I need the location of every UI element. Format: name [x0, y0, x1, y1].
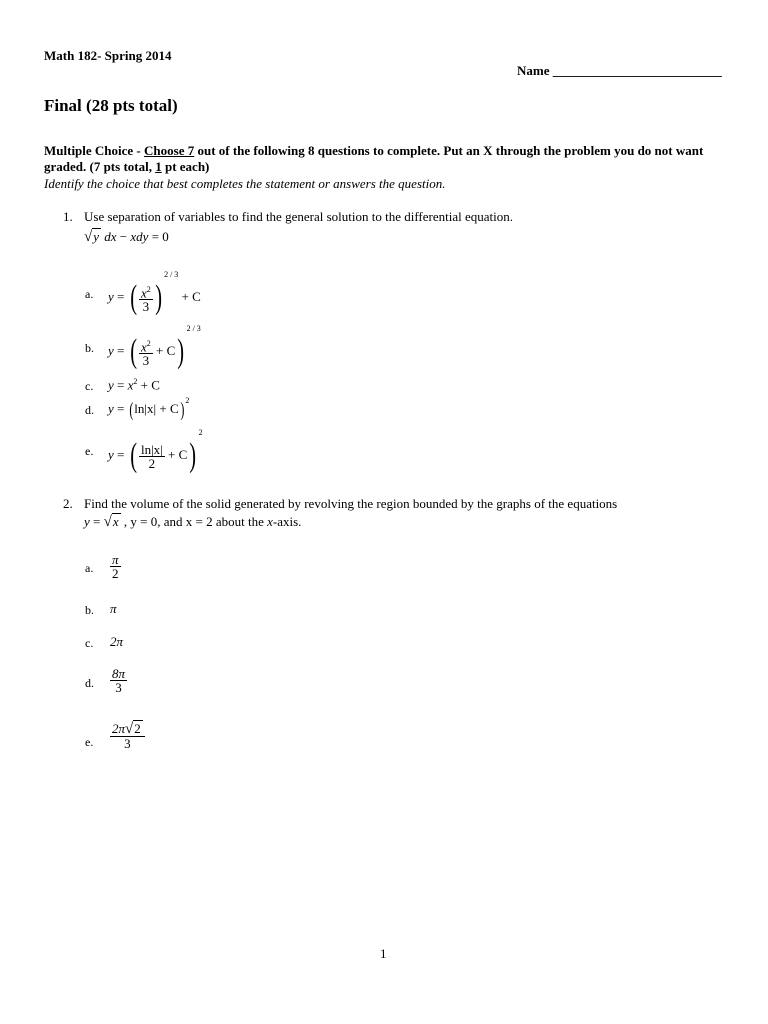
two-pi: 2π — [112, 721, 126, 736]
q2-option-d-label: d. — [85, 676, 94, 690]
name-label: Name — [517, 63, 550, 78]
q1-option-e-expr — [108, 428, 203, 475]
exp-two-thirds: 2 / 3 — [186, 324, 201, 333]
q2-option-c-label: c. — [85, 636, 94, 650]
exam-title: Final (28 pts total) — [44, 96, 178, 115]
rparen: ) — [177, 333, 185, 371]
q2-option-b-label: b. — [85, 603, 94, 617]
equals: = — [113, 377, 128, 393]
q1-text: Use separation of variables to find the general solution to the differential equation. — [84, 209, 513, 224]
q1-option-b-label: b. — [85, 341, 94, 355]
q1-number: 1. — [63, 209, 73, 224]
var-x: x — [140, 285, 147, 301]
x-eq-2: x = 2 — [185, 514, 213, 529]
sqrt-symbol: √ — [103, 514, 112, 530]
eight-pi: 8π — [112, 666, 126, 681]
equals: = — [113, 343, 128, 358]
frac — [139, 443, 165, 470]
lparen: ( — [129, 279, 137, 317]
exp-2: 2 — [146, 338, 151, 348]
frac — [110, 722, 145, 750]
q2-option-e-label: e. — [85, 735, 94, 749]
var-y: y — [108, 289, 114, 304]
exp-2: 2 — [133, 377, 138, 386]
name-line: __________________________ — [552, 63, 722, 78]
axis-rest: -axis. — [272, 514, 302, 529]
var-x-axis: x — [267, 514, 273, 529]
exp-2: 2 — [185, 396, 190, 405]
rparen: ) — [179, 399, 184, 422]
comma-y-zero: , y = 0, and — [120, 514, 186, 529]
var-y: y — [108, 401, 114, 416]
exp-2: 2 — [146, 284, 151, 294]
sqrt-symbol: √ — [84, 229, 93, 245]
q2-option-d-expr — [110, 667, 127, 694]
ln-x: ln|x| — [134, 401, 157, 416]
var-y: y — [84, 514, 90, 529]
term-dx: dx — [104, 229, 117, 244]
equals: = — [89, 514, 104, 529]
var-y: y — [108, 343, 114, 358]
equals: = — [113, 401, 128, 416]
den-2: 2 — [148, 455, 156, 471]
instructions-part3: pt each) — [161, 159, 210, 174]
plus-c: + C — [159, 401, 179, 416]
plus-c: + C — [181, 289, 201, 304]
den-2: 2 — [112, 566, 119, 581]
pi: π — [112, 552, 119, 567]
q2-number: 2. — [63, 496, 73, 511]
rparen: ) — [155, 279, 162, 317]
identify-instruction: Identify the choice that best completes the statement or answers the question. — [44, 176, 446, 191]
instructions-one: 1 — [155, 159, 162, 174]
q1-option-e-label: e. — [85, 444, 94, 458]
plus-c: + C — [155, 343, 176, 358]
exp-2: 2 — [198, 428, 203, 437]
q2-equation — [84, 514, 301, 531]
q1-option-d-expr — [108, 396, 190, 422]
instructions-choose: Choose 7 — [144, 143, 195, 158]
name-field — [517, 63, 722, 79]
zero: 0 — [162, 229, 169, 244]
q1-option-a-label: a. — [85, 287, 94, 301]
equals: = — [113, 289, 128, 304]
q2-option-c-expr: 2π — [110, 634, 124, 649]
plus-c: + C — [140, 377, 160, 393]
lparen: ( — [129, 437, 137, 475]
den-3: 3 — [142, 353, 150, 369]
var-y: y — [108, 447, 114, 462]
frac — [110, 667, 127, 694]
plus-c: + C — [168, 447, 188, 462]
q1-option-d-label: d. — [85, 403, 94, 417]
instructions — [44, 143, 734, 175]
equals: = — [148, 229, 163, 244]
instructions-part2: out of the following 8 questions to complete. Put an X through the problem you do not want graded. (7 pts total, — [44, 143, 704, 174]
q2-option-a-label: a. — [85, 561, 94, 575]
q1-option-c-expr — [108, 377, 160, 393]
var-y: y — [108, 377, 114, 393]
var-x: x — [127, 377, 134, 393]
page-number: 1 — [380, 946, 387, 961]
q2-option-b-expr: π — [110, 601, 117, 616]
q2-option-e-expr — [110, 722, 145, 750]
var-x: x — [112, 514, 119, 529]
lparen: ( — [128, 399, 133, 422]
equals: = — [113, 447, 128, 462]
lparen: ( — [129, 333, 137, 371]
var-x: x — [140, 339, 147, 355]
den-3: 3 — [142, 299, 150, 315]
q2-option-a-expr — [110, 553, 121, 580]
about-the: about the — [212, 514, 268, 529]
q1-option-c-label: c. — [85, 379, 94, 393]
ln-x: ln|x| — [140, 441, 163, 457]
exp-two-thirds: 2 / 3 — [164, 270, 179, 279]
q1-option-b-expr — [108, 324, 201, 371]
frac — [110, 553, 121, 580]
course-heading: Math 182- Spring 2014 — [44, 48, 172, 63]
frac — [139, 283, 153, 313]
sqrt-symbol: √ — [125, 721, 134, 737]
var-y: y — [93, 229, 100, 244]
rparen: ) — [189, 437, 197, 475]
radicand-2: 2 — [134, 721, 141, 736]
q2-text: Find the volume of the solid generated by revolving the region bounded by the graphs of the equations — [84, 496, 618, 511]
den-3: 3 — [124, 736, 131, 751]
frac — [139, 337, 153, 367]
q1-option-a-expr — [108, 270, 201, 317]
minus: − — [116, 229, 131, 244]
instructions-part1: Multiple Choice - — [44, 143, 145, 158]
q1-equation — [84, 229, 169, 246]
den-3: 3 — [115, 680, 122, 695]
term-xdy: xdy — [130, 229, 149, 244]
